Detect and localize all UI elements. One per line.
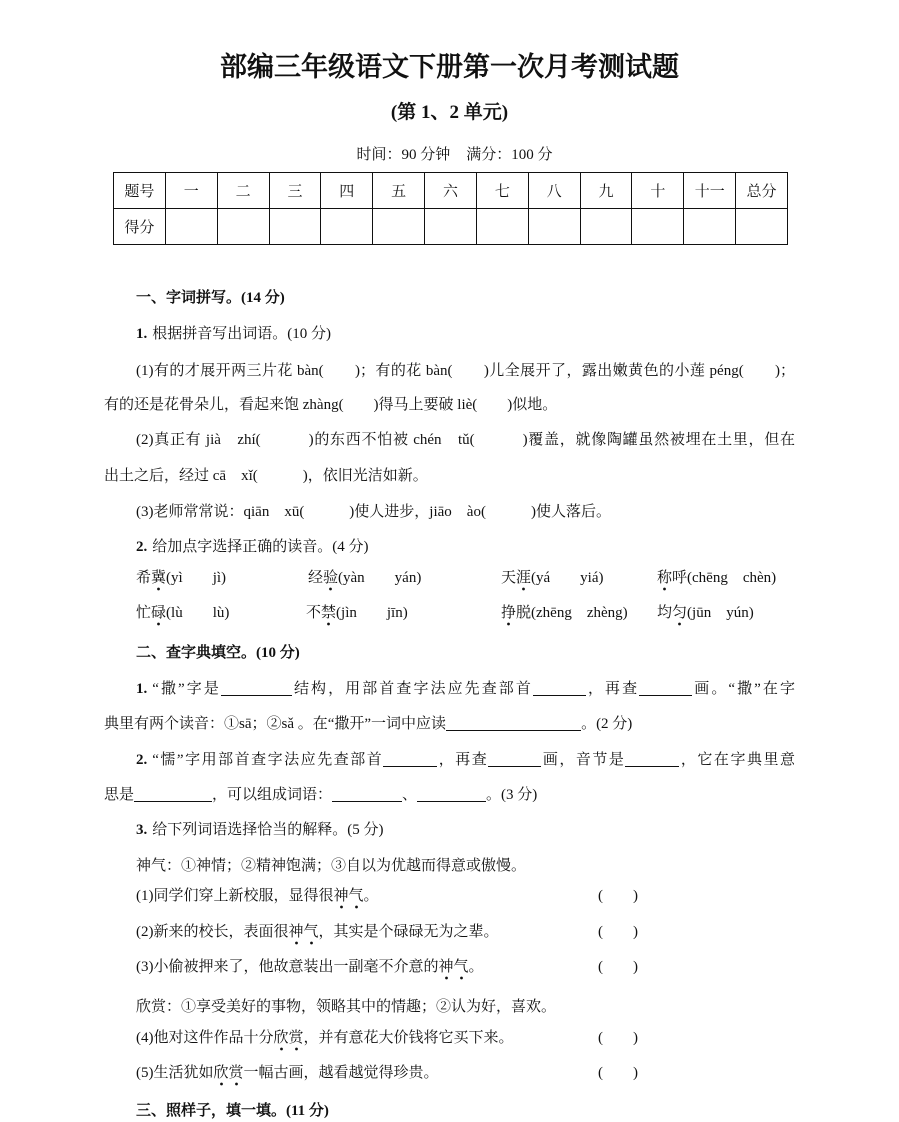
dotted-word: 神气 (439, 959, 469, 981)
s2-q1-line2 (104, 714, 632, 734)
pinyin-options: (chēng chèn) (687, 570, 777, 586)
score-header-cell: 三 (269, 173, 321, 209)
dotted-char: 挣 (501, 605, 516, 627)
answer-blank (332, 788, 402, 802)
pinyin-options: (lù lù) (166, 605, 230, 621)
score-header-cell: 六 (425, 173, 477, 209)
s1-q1-item2-line2: 出土之后，经过 cā xǐ( )，依旧光洁如新。 (104, 468, 428, 484)
score-header-cell: 总分 (736, 173, 788, 209)
word-part: 忙 (136, 605, 152, 621)
dotted-char: 禁 (321, 605, 336, 627)
answer-parentheses: ( ) (598, 924, 638, 940)
reading-item (136, 568, 226, 588)
score-header-cell: 题号 (114, 173, 166, 209)
score-cell (476, 209, 528, 245)
page-subtitle: (第 1、2 单元) (390, 102, 509, 123)
answer-blank (134, 788, 212, 802)
answer-blank (639, 682, 692, 696)
dotted-char: 碌 (151, 605, 166, 627)
question-number: 2. (136, 752, 148, 768)
word-part: 希 (136, 570, 152, 586)
question-text: 。(2 分) (581, 716, 633, 732)
question-text: 画，音节是 (541, 752, 626, 768)
reading-item (657, 568, 776, 588)
sentence-text: (3)小偷被押来了，他故意装出一副毫不介意的 (136, 959, 439, 975)
dotted-word: 神气 (334, 888, 364, 910)
question-text: ，可以组成词语： (212, 787, 333, 803)
section3-heading: 三、照样子，填一填。(11 分) (136, 1103, 329, 1119)
question-text: 典里有两个读音：①sā；②sǎ 。在“撒开”一词中应读 (104, 716, 447, 732)
dotted-word: 欣赏 (274, 1030, 304, 1052)
answer-blank (417, 788, 486, 802)
word-part: 不 (306, 605, 322, 621)
page-title: 部编三年级语文下册第一次月考测试题 (220, 52, 679, 82)
score-row-label: 得分 (114, 209, 166, 245)
score-header-cell: 二 (217, 173, 269, 209)
reading-item (501, 568, 604, 588)
score-cell (425, 209, 477, 245)
s2-q1-line1 (136, 679, 795, 699)
word-part: 呼 (672, 570, 688, 586)
score-header-cell: 九 (580, 173, 632, 209)
s1-q1-item2-line1: (2)真正有 jià zhí( )的东西不怕被 chén tǔ( )覆盖，就像陶罐虽然被埋在土里，但在 (136, 432, 795, 448)
reading-item (657, 603, 754, 623)
score-cell (684, 209, 736, 245)
score-header-cell: 七 (476, 173, 528, 209)
sentence-item (136, 957, 484, 977)
sentence-text: 。 (363, 888, 379, 904)
question-text: “懦”字用部首查字法应先查部首 (152, 752, 384, 768)
sentence-text: ，其实是个碌碌无为之辈。 (318, 924, 499, 940)
question-text: 画。“撒”在字 (692, 681, 795, 697)
sentence-item (136, 1028, 514, 1048)
exam-time: 时间：90 分钟 (356, 147, 451, 163)
section1-heading: 一、字词拼写。(14 分) (136, 290, 285, 306)
answer-blank (488, 753, 541, 767)
word-part: 脱 (516, 605, 532, 621)
s1-q1-item1-line1: (1)有的才展开两三片花 bàn( )；有的花 bàn( )儿全展开了，露出嫩黄色的小莲 péng( )； (136, 363, 795, 379)
dotted-char: 冀 (151, 570, 166, 592)
dotted-char: 称 (657, 570, 672, 592)
answer-parentheses: ( ) (598, 1030, 638, 1046)
question-text: 思是 (104, 787, 135, 803)
question-text: 结构，用部首查字法应先查部首 (291, 681, 533, 697)
question-text: 。(3 分) (486, 787, 538, 803)
pinyin-options: (yì jì) (166, 570, 227, 586)
dotted-word: 欣赏 (214, 1065, 244, 1087)
sentence-text: 。 (468, 959, 484, 975)
sentence-text: (4)他对这件作品十分 (136, 1030, 274, 1046)
dotted-char: 涯 (516, 570, 531, 592)
s1-q2-stem (136, 537, 369, 557)
question-text: 给下列词语选择恰当的解释。(5 分) (152, 822, 384, 838)
reading-item (501, 603, 628, 623)
sentence-item (136, 886, 379, 906)
question-number: 3. (136, 822, 148, 838)
word-part: 均 (657, 605, 673, 621)
pinyin-options: (zhēng zhèng) (531, 605, 628, 621)
reading-item (308, 568, 421, 588)
score-table-score-row (114, 209, 788, 245)
score-header-cell: 一 (165, 173, 217, 209)
score-header-cell: 十 (632, 173, 684, 209)
answer-blank (625, 753, 679, 767)
word-part: 经 (308, 570, 324, 586)
answer-blank (221, 682, 292, 696)
exam-meta (10, 145, 899, 165)
answer-parentheses: ( ) (598, 888, 638, 904)
s2-q2-line2 (104, 785, 537, 805)
score-cell (528, 209, 580, 245)
sentence-item (136, 922, 499, 942)
score-table (113, 172, 788, 245)
pinyin-options: (jìn jīn) (336, 605, 408, 621)
answer-parentheses: ( ) (598, 959, 638, 975)
pinyin-options: (yàn yán) (338, 570, 422, 586)
dotted-word: 神气 (289, 924, 319, 946)
answer-blank (383, 753, 437, 767)
score-cell (269, 209, 321, 245)
score-header-cell: 四 (321, 173, 373, 209)
score-cell (736, 209, 788, 245)
pinyin-options: (yá yiá) (531, 570, 604, 586)
score-header-cell: 五 (373, 173, 425, 209)
reading-item (136, 603, 229, 623)
dotted-char: 验 (323, 570, 338, 592)
score-table-header-row (114, 173, 788, 209)
score-cell (217, 209, 269, 245)
dotted-char: 匀 (672, 605, 687, 627)
answer-parentheses: ( ) (598, 1065, 638, 1081)
question-text: ，再查 (585, 681, 640, 697)
definition-xinshang: 欣赏：①享受美好的事物，领略其中的情趣；②认为好，喜欢。 (136, 999, 557, 1015)
s1-q1-item3-line1: (3)老师常常说：qiān xū( )使人进步，jiāo ào( )使人落后。 (136, 504, 611, 520)
score-cell (321, 209, 373, 245)
pinyin-options: (jūn yún) (687, 605, 754, 621)
score-cell (165, 209, 217, 245)
score-header-cell: 十一 (684, 173, 736, 209)
sentence-text: (5)生活犹如 (136, 1065, 214, 1081)
question-text: 根据拼音写出词语。(10 分) (152, 326, 331, 342)
answer-blank (533, 682, 586, 696)
sentence-text: (1)同学们穿上新校服，显得很 (136, 888, 334, 904)
reading-item (306, 603, 408, 623)
question-text: 给加点字选择正确的读音。(4 分) (152, 539, 369, 555)
question-number: 1. (136, 681, 148, 697)
section2-heading: 二、查字典填空。(10 分) (136, 645, 300, 661)
question-text: 、 (402, 787, 418, 803)
score-cell (373, 209, 425, 245)
s1-q1-item1-line2: 有的还是花骨朵儿，看起来饱 zhàng( )得马上要破 liè( )似地。 (104, 397, 558, 413)
sentence-text: ，并有意花大价钱将它买下来。 (303, 1030, 514, 1046)
sentence-text: 一幅古画，越看越觉得珍贵。 (243, 1065, 439, 1081)
exam-full-marks: 满分：100 分 (466, 147, 553, 163)
definition-shenqi: 神气：①神情；②精神饱满；③自以为优越而得意或傲慢。 (136, 858, 527, 874)
question-number: 2. (136, 539, 148, 555)
question-text: ，它在字典里意 (679, 752, 795, 768)
score-cell (632, 209, 684, 245)
s1-q1-stem (136, 324, 331, 344)
question-text: “撒”字是 (152, 681, 221, 697)
sentence-item (136, 1063, 439, 1083)
question-text: ，再查 (437, 752, 489, 768)
question-number: 1. (136, 326, 148, 342)
score-header-cell: 八 (528, 173, 580, 209)
sentence-text: (2)新来的校长，表面很 (136, 924, 289, 940)
answer-blank (446, 717, 581, 731)
s2-q2-line1 (136, 750, 795, 770)
s2-q3-stem (136, 820, 384, 840)
score-cell (580, 209, 632, 245)
word-part: 天 (501, 570, 517, 586)
